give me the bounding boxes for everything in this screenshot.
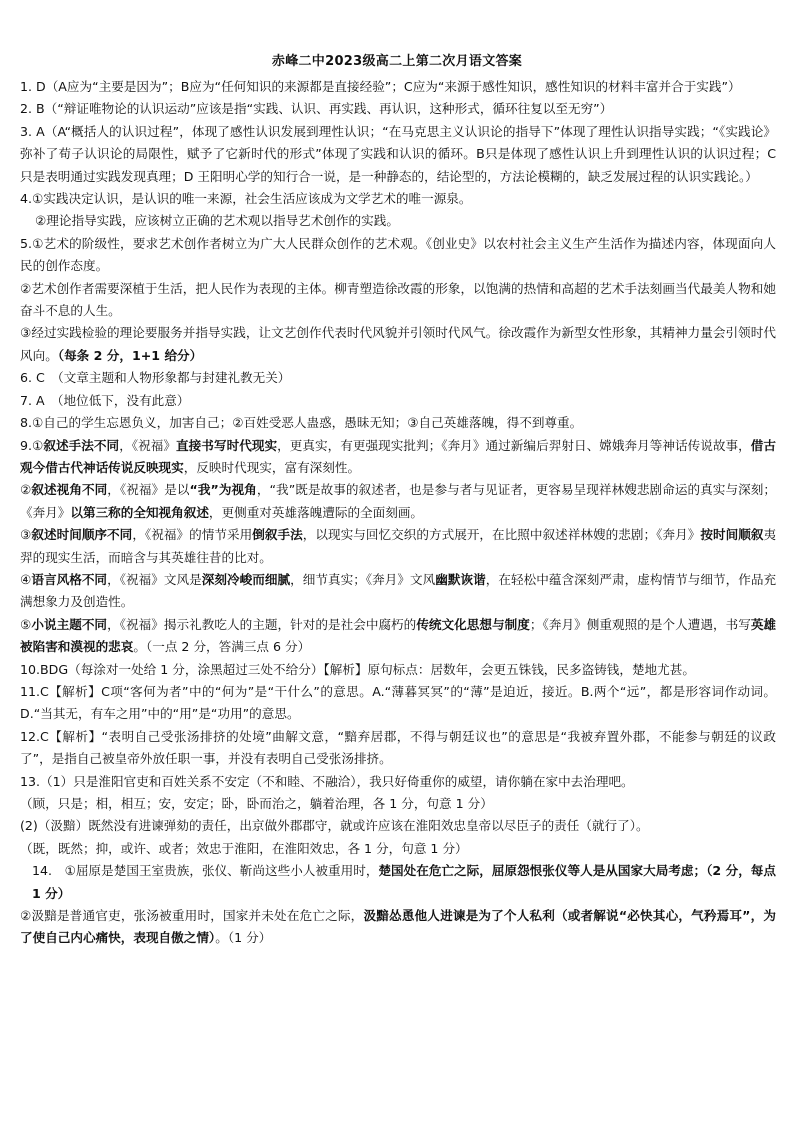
q9-keypoint: 叙述视角不同 [31,482,108,498]
q9-text: ；《奔月》侧重观照的是个人遭遇，书写 [529,616,751,632]
answer-q12: 12.C【解析】“表明自己受张汤排挤的处境”曲解文意，“黯弃居郡，不得与朝廷议也”的意思是“我被弃置外郡，不能参与朝廷的议政了”，是指自己被皇帝外放任职一事，并没有表明自己受张汤排挤。 [20,728,776,767]
q9-keypoint: 按时间顺叙 [700,527,764,543]
q9-text: ，更侧重对英雄落魄遭际的全面刻画。 [208,504,423,520]
q9-lead: ② [20,482,32,498]
q9-keypoint: 传统文化思想与制度 [416,616,530,632]
answer-q3: 3. A（A“概括人的认识过程”，体现了感性认识发展到理性认识；“在马克思主义认识论的指导下”体现了理性认识指导实践；“《实践论》弥补了荀子认识论的局限性，赋予了它新时代的形式”体现了实践和认识的循环。B只是体现了感性认识上升到理性认识的认识过程；C 只是表明通过实践发现真理；D 王阳明心学的知行合一说，是一种静态的，结论型的，方法论模糊的，缺乏发展过程的认识实践论。） [20,123,776,184]
q9-lead: ③ [20,527,32,543]
answer-q9-point4 [20,569,776,614]
q9-text: ，《祝福》的情节采用 [132,527,253,543]
q9-lead: ④ [20,571,32,587]
answer-q11: 11.C【解析】C项“客何为者”中的“何为”是“干什么”的意思。A.“薄暮冥冥”的“薄”是迫近，接近。B.两个“远”，都是形容词作动词。D.“当其无，有车之用”中的“用”是“功用”的意思。 [20,683,776,722]
answer-q1: 1. D（A应为“主要是因为”；B应为“任何知识的来源都是直接经验”；C应为“来源于感性知识，感性知识的材料丰富并合于实践”） [20,79,741,94]
q9-text: ，《祝福》 [119,437,177,453]
q9-text: ，《祝福》揭示礼教吃人的主题，针对的是社会中腐朽的 [107,616,417,632]
answer-q5-point2: ②艺术创作者需要深植于生活，把人民作为表现的主体。柳青塑造徐改霞的形象，以饱满的热情和高超的艺术手法刻画当代最美人物和她奋斗不息的人生。 [20,280,776,319]
answer-q5-point1: 5.①艺术的阶级性，要求艺术创作者树立为广大人民群众创作的艺术观。《创业史》以农村社会主义生产生活作为描述内容，体现面向人民的创作态度。 [20,235,776,274]
q9-keypoint: 小说主题不同 [31,616,108,632]
answer-q8: 8.①自己的学生忘恩负义，加害自己；②百姓受恶人蛊惑，愚昧无知；③自己英雄落魄，得不到尊重。 [20,415,583,431]
answer-q9-point5 [20,614,776,659]
answer-q7: 7. A （地位低下，没有此意） [20,392,190,408]
answer-q13-part2-scoring: （既，既然；抑，或许、或者；效忠于淮阳，在淮阳效忠，各 1 分，句意 1 分） [20,840,468,856]
q9-text: ，《祝福》是以 [107,482,190,498]
q9-keypoint: 幽默诙谐 [435,571,486,587]
q9-text: ，更真实，有更强现实批判；《奔月》通过新编后羿射日、嫦娥奔月等神话传说故事， [277,437,751,453]
q14-text: 14. ①屈原是楚国王室贵族，张仪、靳尚这些小人被重用时， [32,863,379,879]
q14-text: 。（1 分） [215,930,272,946]
answer-q4-point2: ②理论指导实践，应该树立正确的艺术观以指导艺术创作的实践。 [35,213,399,229]
q9-keypoint: 语言风格不同 [31,571,108,587]
answer-q10: 10.BDG（每涂对一处给 1 分，涂黑超过三处不给分）【解析】原句标点：居数年，会更五铢钱，民多盗铸钱，楚地尤甚。 [20,661,695,677]
answer-q14-point2 [20,905,776,950]
answer-q5-point3 [20,322,776,367]
q14-keypoint: 汲黯怂恿他人进谏是为了个人私利（或者解说“必快其心，气矜焉耳”，为了使自己内心痛快，表现自傲之情） [20,908,776,946]
q9-keypoint: 叙述时间顺序不同 [31,527,133,543]
answer-q9-point1 [20,435,776,480]
q9-keypoint: 深刻冷峻而细腻 [201,571,291,587]
q14-text: ②汲黯是普通官吏，张汤被重用时，国家并未处在危亡之际， [20,908,364,924]
answer-q13-part2: (2)（汲黯）既然没有进谏弹劾的责任，出京做外郡郡守，就或许应该在淮阳效忠皇帝以尽臣子的责任（就行了）。 [20,818,649,834]
q9-keypoint: 叙述手法不同 [43,437,120,453]
q9-text: ，在轻松中蕴含深刻严肃，虚构情节与细节，作品充满想象力及创造性。 [20,571,777,610]
q9-keypoint: 以第三称的全知视角叙述 [70,504,209,520]
page-title: 赤峰二中2023级高二上第二次月语文答案 [271,54,523,69]
q9-keypoint: 直接书写时代现实 [176,437,278,453]
q9-lead: ⑤ [20,616,32,632]
answer-q2: 2. B（“辩证唯物论的认识运动”应该是指“实践、认识、再实践、再认识，这种形式，循环往复以至无穷”） [20,101,613,117]
q14-keypoint: 楚国处在危亡之际，屈原怨恨张仪等人是从国家大局考虑；（2 分，每点 1 分） [32,863,776,901]
answer-q9-point2 [20,479,776,524]
q9-keypoint: “我”为视角 [189,482,257,498]
q9-text: 。（一点 2 分，答满三点 6 分） [133,639,311,655]
q9-lead: 9.① [20,437,44,453]
q9-text: ，反映时代现实，富有深刻性。 [183,459,361,475]
q9-keypoint: 英雄被陷害和漠视的悲哀 [20,616,777,655]
answer-q6: 6. C （文章主题和人物形象都与封建礼教无关） [20,370,291,386]
q9-text: ，“我”既是故事的叙述者，也是参与者与见证者，更容易呈现祥林嫂悲剧命运的真实与深刻；《奔月》 [20,482,777,520]
q9-text: 夷羿的现实生活，而暗含与其英雄往昔的比对。 [20,527,777,565]
q9-text: ，细节真实；《奔月》文风 [290,571,436,587]
answer-q4-point1: 4.①实践决定认识，是认识的唯一来源，社会生活应该成为文学艺术的唯一源泉。 [20,191,472,207]
q9-keypoint: 倒叙手法 [252,527,303,543]
q9-keypoint: 借古观今借古代神话传说反映现实 [20,437,777,475]
answer-q13-part1: 13.（1）只是淮阳官吏和百姓关系不安定（不和睦、不融洽），我只好倚重你的威望，请你躺在家中去治理吧。 [20,773,634,789]
answer-content [20,76,776,950]
answer-q14-point1 [20,860,776,905]
answer-q9-point3 [20,524,776,569]
answer-q5-score-note: （每条 2 分，1+1 给分） [57,347,203,363]
q9-text: ，《祝福》文风是 [107,571,202,587]
q9-text: ，以现实与回忆交织的方式展开，在比照中叙述祥林嫂的悲剧；《奔月》 [302,527,701,543]
answer-q5-point3-text: ③经过实践检验的理论要服务并指导实践，让文艺创作代表时代风貌并引领时代风气。徐改霞作为新型女性形象，其精神力量会引领时代风向。 [20,325,776,363]
answer-q13-part1-scoring: （顾，只是；相，相互；安，安定；卧，卧而治之，躺着治理，各 1 分，句意 1 分） [20,796,493,811]
